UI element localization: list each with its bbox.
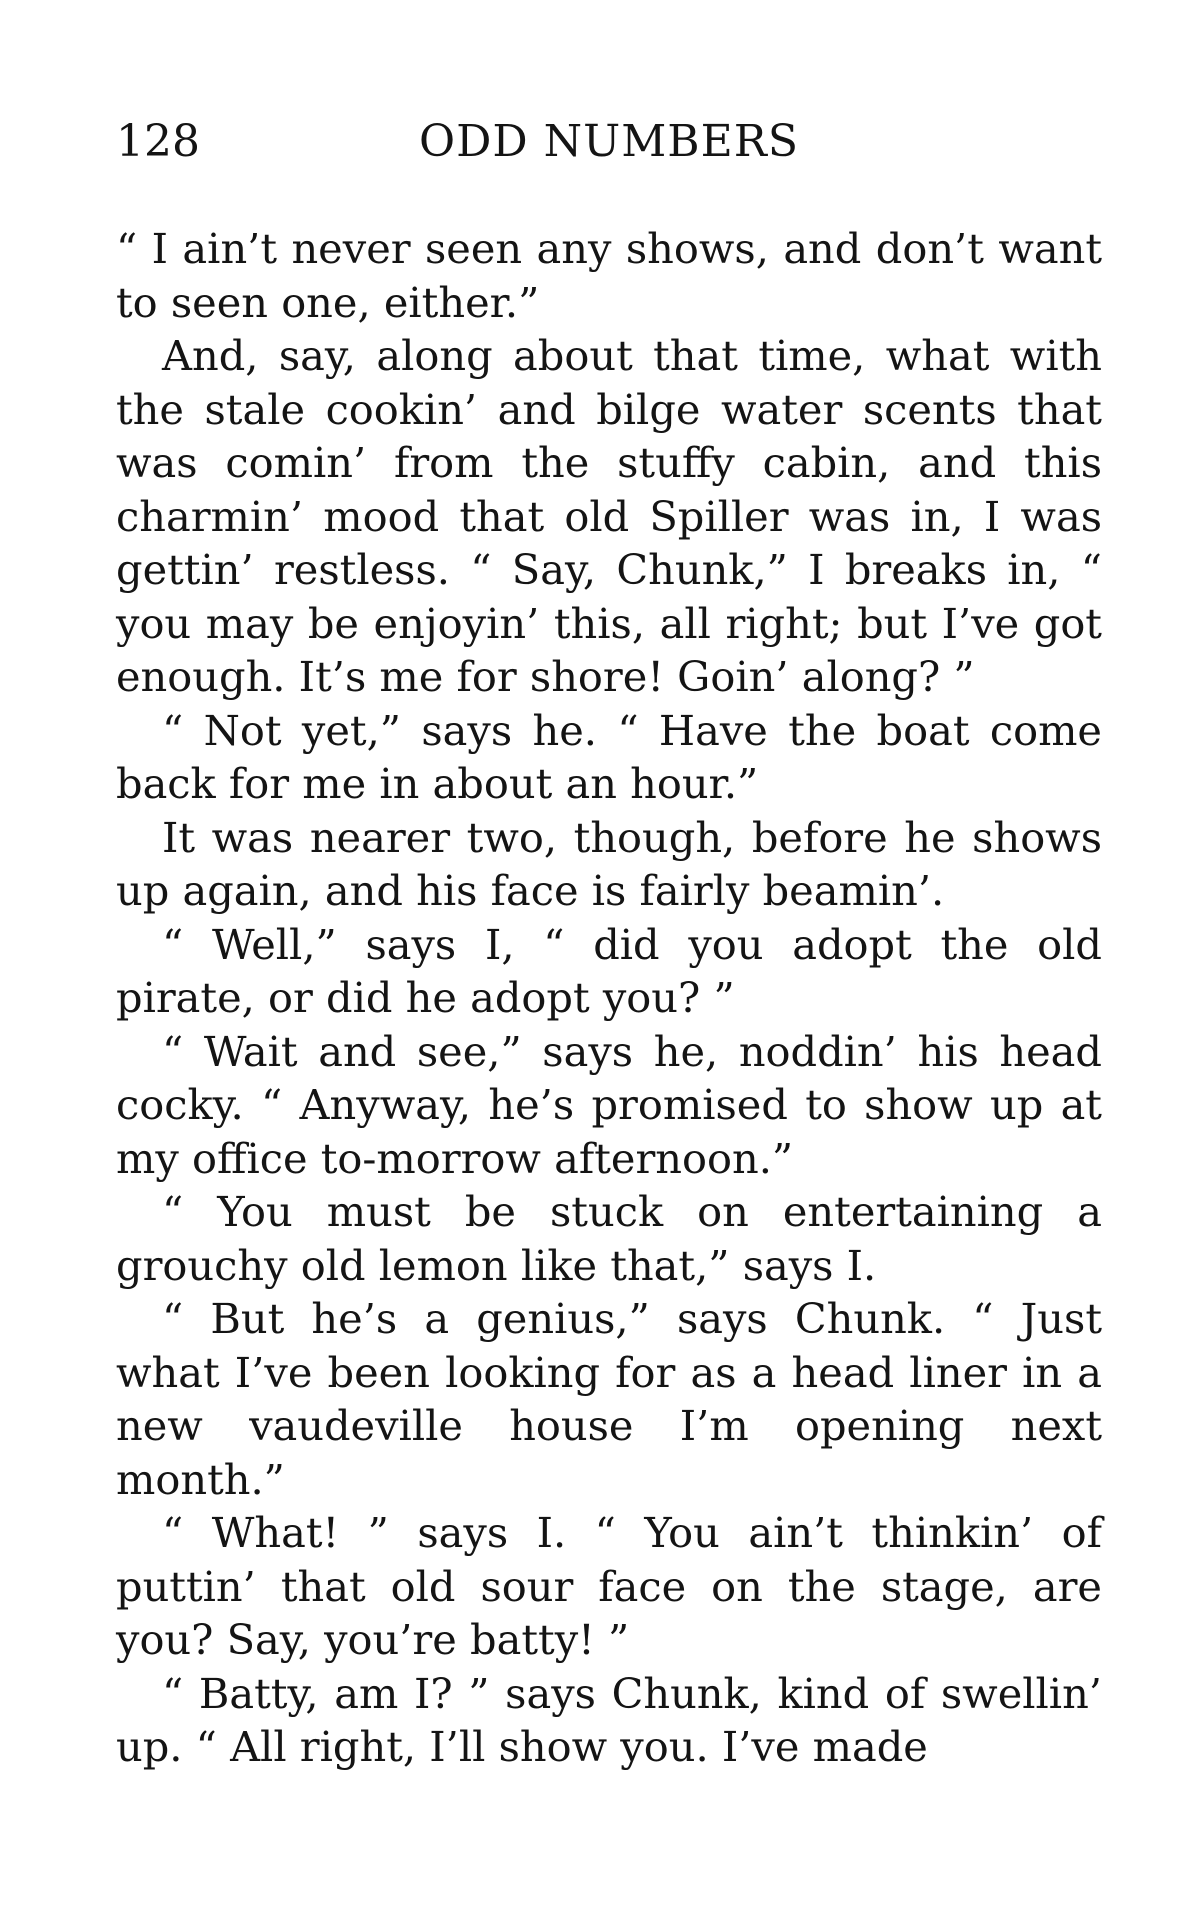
paragraph: “ I ain’t never seen any shows, and don’t want to seen one, either.” [116, 224, 1102, 327]
paragraph: “ Batty, am I? ” says Chunk, kind of swellin’ up. “ All right, I’ll show you. I’ve made [116, 1668, 1102, 1771]
paragraph: “ Well,” says I, “ did you adopt the old pirate, or did he adopt you? ” [116, 919, 1102, 1022]
paragraph: “ Wait and see,” says he, noddin’ his head cocky. “ Anyway, he’s promised to show up at my office to-morrow afternoon.” [116, 1026, 1102, 1183]
paragraph: “ Not yet,” says he. “ Have the boat come back for me in about an hour.” [116, 705, 1102, 808]
page-number: 128 [116, 116, 200, 167]
paragraph: “ But he’s a genius,” says Chunk. “ Just what I’ve been looking for as a head liner in a new vaudeville house I’m opening next month.” [116, 1294, 1102, 1504]
body-text [116, 222, 1102, 1774]
paragraph: And, say, along about that time, what with the stale cookin’ and bilge water scents that was comin’ from the stuffy cabin, and this charmin’ mood that old Spiller was in, I was gettin’ restless. “ Say, Chunk,” I breaks in, “ you may be enjoyin’ this, all right; but I’ve got enough. It’s me for shore! Goin’ along? ” [116, 331, 1102, 701]
paragraph: “ What! ” says I. “ You ain’t thinkin’ of puttin’ that old sour face on the stage, are you? Say, you’re batty! ” [116, 1508, 1102, 1664]
paragraph: “ You must be stuck on entertaining a grouchy old lemon like that,” says I. [116, 1187, 1102, 1290]
running-title: ODD NUMBERS [419, 116, 799, 167]
paragraph: It was nearer two, though, before he shows up again, and his face is fairly beamin’. [116, 812, 1102, 915]
page-header [116, 112, 1102, 172]
